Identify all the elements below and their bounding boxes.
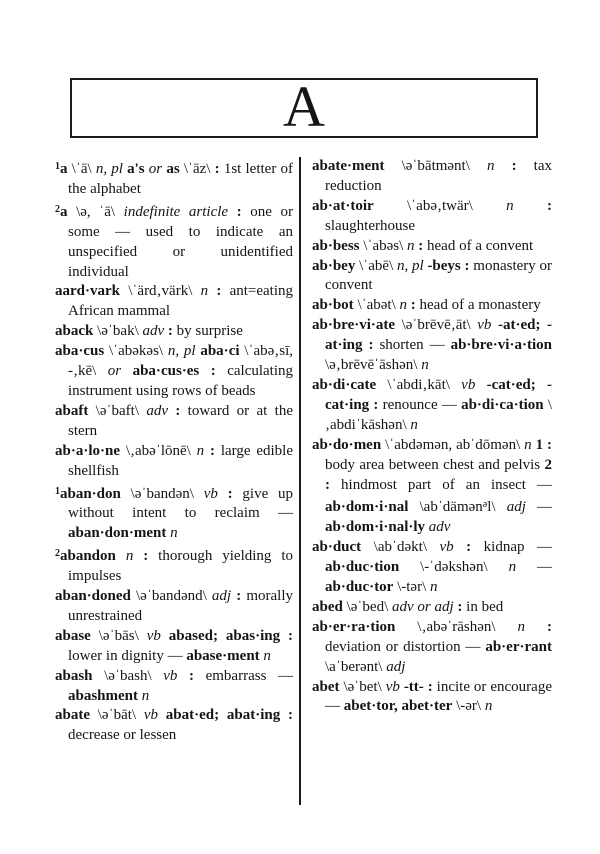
text-run: \əˈbandən\ xyxy=(120,485,204,502)
bold-run: : xyxy=(227,485,233,502)
text-run xyxy=(228,204,237,220)
bold-run: : xyxy=(547,618,553,635)
text-run: \-tər\ xyxy=(393,579,430,596)
text-run: large edible shellfish xyxy=(68,442,293,479)
bold-run: ab·di·ca·tion xyxy=(461,396,544,413)
text-run: tax reduction xyxy=(325,158,553,194)
bold-run: abet xyxy=(312,678,340,695)
text-run: give up without intent to reclaim — xyxy=(68,485,294,522)
entry-abattoir xyxy=(312,197,552,237)
text-run: hindmost part of an insect — xyxy=(330,476,552,493)
text-run: lower in dignity — xyxy=(68,647,187,664)
bold-run: ab·bre·vi·ate xyxy=(312,317,396,334)
text-run: \-ər\ xyxy=(452,698,485,715)
bold-run: ab·duc·tor xyxy=(325,579,394,596)
italic-label: n xyxy=(200,283,209,300)
text-run: \ə, ˈā\ xyxy=(67,203,124,220)
text-run: — xyxy=(525,499,552,516)
entry-aberration xyxy=(312,618,552,678)
text-run: morally unrestrained xyxy=(68,588,293,624)
text-run: \ə‚brēvēˈāshən\ xyxy=(325,357,422,374)
bold-run: : xyxy=(214,161,220,177)
italic-label: n, pl xyxy=(397,257,424,274)
text-run: \əˈbed\ xyxy=(342,598,392,615)
italic-label: adv xyxy=(428,519,451,536)
bold-run: : xyxy=(175,402,181,419)
text-run: \ˈabəkəs\ xyxy=(104,343,168,360)
bold-run: : xyxy=(167,323,173,340)
bold-run: aba·ci xyxy=(200,343,240,360)
bold-run: abandon xyxy=(60,548,116,565)
text-run: \əˈbaft\ xyxy=(88,402,147,419)
bold-run: : xyxy=(236,588,242,605)
text-run: \ˈabə‚twär\ xyxy=(373,197,507,214)
entry-abdicate xyxy=(312,376,552,436)
text-run: renounce — xyxy=(378,396,462,413)
entry-aback xyxy=(55,322,293,342)
italic-label: vb xyxy=(477,317,492,334)
text-run xyxy=(218,486,228,502)
text-run xyxy=(280,707,288,723)
text-run: head of a convent xyxy=(423,237,534,254)
italic-label: n xyxy=(517,618,526,635)
italic-label: vb xyxy=(163,667,178,684)
text-run: \ˈabə‚sī, -‚kē\ xyxy=(68,343,294,380)
bold-run: : xyxy=(466,539,472,556)
bold-run: : xyxy=(418,237,424,254)
superscript-number: 2 xyxy=(55,203,60,215)
text-run: \əˈbātmənt\ xyxy=(384,158,487,174)
text-run xyxy=(454,539,467,555)
bold-run: abash xyxy=(55,667,93,684)
italic-label: vb xyxy=(385,678,400,695)
italic-label: n xyxy=(141,687,150,704)
entry-abalone xyxy=(55,442,293,482)
bold-run: : xyxy=(511,158,517,174)
bold-run: abaft xyxy=(55,402,89,419)
entry-abash xyxy=(55,667,293,707)
bold-run: ab·a·lo·ne xyxy=(55,442,121,459)
text-run xyxy=(199,363,210,379)
text-run: \‚abəˈlōnē\ xyxy=(120,442,197,459)
text-run: in bed xyxy=(462,598,504,615)
entry-a-2 xyxy=(55,200,293,283)
text-run: \ˈabəs\ xyxy=(359,237,408,254)
italic-label: n, pl xyxy=(95,161,123,177)
italic-label: n xyxy=(170,525,178,542)
italic-label: vb xyxy=(461,376,476,393)
entry-abbot xyxy=(312,296,552,316)
text-run: \abˈdəkt\ xyxy=(361,539,440,556)
section-letter: A xyxy=(283,74,325,139)
text-run xyxy=(280,628,288,644)
bold-run: : xyxy=(547,436,552,453)
bold-run: ab·er·ra·tion xyxy=(312,618,396,635)
text-run: body area between chest and pelvis xyxy=(325,456,545,473)
bold-run: a xyxy=(60,203,68,220)
text-run: \ˈāz\ xyxy=(179,161,215,177)
bold-run: 2 xyxy=(544,456,552,473)
bold-run: -tt- xyxy=(403,678,424,695)
text-run: shorten — xyxy=(373,337,451,354)
entry-a-1 xyxy=(55,157,293,200)
text-run: \ˈabdi‚kāt\ xyxy=(376,376,462,393)
bold-run: -at·ed; -at·ing xyxy=(325,317,553,354)
text-run: \aˈberənt\ xyxy=(325,658,387,675)
bold-run: : xyxy=(427,678,433,695)
entry-abate xyxy=(55,706,293,746)
entry-abandon-2 xyxy=(55,544,293,587)
text-run: by surprise xyxy=(172,323,243,340)
bold-run: abase·ment xyxy=(186,647,260,664)
italic-label: n xyxy=(430,579,438,596)
text-run: \əˈbās\ xyxy=(90,627,147,644)
text-run: \əˈbash\ xyxy=(92,667,164,684)
text-run xyxy=(495,158,512,174)
bold-run: ab·bey xyxy=(312,257,356,274)
text-run: \ˈabē\ xyxy=(355,257,398,274)
text-run: decrease or lessen xyxy=(68,727,177,744)
text-run: \əˈbrēvē‚āt\ xyxy=(395,317,478,334)
bold-run: ab·bess xyxy=(312,237,360,254)
text-run xyxy=(121,363,132,379)
italic-label: n xyxy=(410,416,418,433)
entry-abandon-1 xyxy=(55,482,293,545)
superscript-number: 1 xyxy=(55,161,60,172)
entry-abbreviate xyxy=(312,316,552,376)
bold-run: aback xyxy=(55,323,94,340)
italic-label: indefinite article xyxy=(123,203,229,220)
italic-label: n xyxy=(506,197,514,214)
entry-abandoned xyxy=(55,587,293,627)
text-run: \əˈbak\ xyxy=(93,323,143,340)
text-run: one or some — used to indicate an unspecified or unidentified individual xyxy=(68,203,294,280)
text-run: 1st letter of the alphabet xyxy=(68,161,293,197)
bold-run: : xyxy=(143,548,149,565)
text-run: \əˈbāt\ xyxy=(90,707,144,724)
bold-run: as xyxy=(166,161,180,177)
text-run: \ˈā\ xyxy=(67,161,96,177)
italic-label: n xyxy=(407,237,415,254)
italic-label: n xyxy=(399,297,408,314)
text-run: embarrass — xyxy=(194,667,294,684)
text-run: kidnap — xyxy=(471,539,552,556)
text-run xyxy=(177,668,189,684)
bold-run: ab·at·toir xyxy=(312,197,374,214)
text-run xyxy=(525,619,547,635)
text-run: thorough yielding to impulses xyxy=(68,548,294,585)
text-run: \‚abəˈrāshən\ xyxy=(395,618,518,635)
superscript-run: ə xyxy=(482,499,488,511)
bold-run: : xyxy=(189,667,194,684)
entry-abacus xyxy=(55,342,293,402)
bold-run: : xyxy=(236,203,242,220)
bold-run: : xyxy=(410,297,416,314)
entry-abbess xyxy=(312,237,552,257)
bold-run: abed xyxy=(312,598,343,615)
italic-label: adj xyxy=(211,588,232,605)
bold-run: abashment xyxy=(68,687,139,704)
italic-label: n xyxy=(524,436,532,453)
italic-label: adj xyxy=(386,658,406,675)
bold-run: abase xyxy=(55,627,91,644)
bold-run: ab·dom·i·nal·ly xyxy=(325,519,426,536)
superscript-number: 1 xyxy=(55,485,60,497)
bold-run: abate xyxy=(55,707,90,724)
entry-abaft xyxy=(55,402,293,442)
text-run xyxy=(116,548,126,564)
text-run: ant=eating African mammal xyxy=(68,283,294,320)
text-run: head of a monastery xyxy=(415,297,541,314)
italic-label: vb xyxy=(439,539,454,556)
italic-label: n xyxy=(484,698,493,715)
bold-run: : xyxy=(547,197,552,214)
text-run: monastery or convent xyxy=(325,257,553,294)
bold-run: aban·don·ment xyxy=(68,525,167,542)
italic-label: n xyxy=(421,357,429,374)
entry-abase xyxy=(55,627,293,667)
bold-run: ab·duct xyxy=(312,539,362,556)
text-run: deviation or distortion — xyxy=(325,638,486,655)
italic-label: n xyxy=(508,559,517,576)
text-run: \‚abdiˈkāshən\ xyxy=(325,396,553,433)
bold-run: : xyxy=(368,337,374,354)
text-run xyxy=(158,707,166,723)
italic-label: vb xyxy=(146,627,161,644)
italic-label: n xyxy=(487,158,495,174)
superscript-number: 2 xyxy=(55,548,60,560)
text-run: \ˈabət\ xyxy=(353,297,400,314)
text-run: slaughterhouse xyxy=(325,217,415,234)
text-run xyxy=(161,628,169,644)
italic-label: adj xyxy=(506,499,526,516)
bold-run: aba·cus xyxy=(55,343,105,360)
entry-abduct xyxy=(312,538,552,598)
bold-run: a's xyxy=(127,161,145,177)
bold-run: : xyxy=(373,396,379,413)
bold-run: aard·vark xyxy=(55,283,121,300)
bold-run: : xyxy=(325,476,330,493)
bold-run: 1 xyxy=(535,436,544,453)
entry-abbey xyxy=(312,257,552,297)
bold-run: a xyxy=(60,161,68,177)
bold-run: ab·duc·tion xyxy=(325,559,400,576)
bold-run: : xyxy=(288,707,293,724)
bold-run: -cat·ed; -cat·ing xyxy=(325,376,553,413)
left-column xyxy=(55,157,293,746)
bold-run: ab·er·rant xyxy=(485,638,552,655)
section-letter-box xyxy=(70,74,538,139)
text-run: \-ˈdəkshən\ xyxy=(399,559,509,576)
bold-run: ab·bot xyxy=(312,297,354,314)
text-run xyxy=(514,198,547,214)
text-run: \ˈärd‚värk\ xyxy=(120,283,201,300)
bold-run: abat·ed; abat·ing xyxy=(165,707,281,724)
bold-run: abet·tor, abet·ter xyxy=(343,698,453,715)
italic-label: vb xyxy=(143,707,159,724)
text-run: calculating instrument using rows of beads xyxy=(68,363,294,399)
entry-abet xyxy=(312,678,552,718)
bold-run: aban·don xyxy=(60,485,121,502)
italic-label: n, pl xyxy=(167,343,196,360)
text-run: — xyxy=(516,559,552,576)
bold-run: -beys xyxy=(427,257,461,274)
bold-run: ab·di·cate xyxy=(312,376,377,393)
right-column xyxy=(312,157,552,717)
text-run xyxy=(133,548,143,564)
italic-label: n xyxy=(263,647,271,664)
entry-abatement xyxy=(312,157,552,197)
text-run: \ˈabdəmən, abˈdōmən\ xyxy=(381,436,525,453)
italic-label: n xyxy=(125,548,134,565)
bold-run: abased; abas·ing xyxy=(168,627,281,644)
bold-run: : xyxy=(288,627,294,644)
text-run: \əˈbet\ xyxy=(339,678,386,695)
bold-run: : xyxy=(209,442,215,459)
text-run xyxy=(475,377,486,393)
entry-aardvark xyxy=(55,282,293,322)
italic-label: or xyxy=(107,363,122,380)
bold-run: aba·cus·es xyxy=(132,363,200,380)
bold-run: aban·doned xyxy=(55,588,131,605)
text-run: \abˈdämən xyxy=(408,499,483,516)
italic-label: adv xyxy=(142,323,165,340)
entry-abdomen xyxy=(312,436,552,539)
italic-label: adv or adj xyxy=(392,598,454,615)
bold-run: ab·do·men xyxy=(312,436,382,453)
bold-run: ab·bre·vi·a·tion xyxy=(450,337,552,354)
column-divider xyxy=(299,157,301,805)
bold-run: : xyxy=(457,598,463,615)
bold-run: : xyxy=(216,283,222,300)
bold-run: : xyxy=(464,257,470,274)
bold-run: : xyxy=(210,363,216,380)
text-run: incite or encourage — xyxy=(325,678,552,715)
text-run: \əˈbandənd\ xyxy=(130,588,212,605)
italic-label: adv xyxy=(146,402,168,419)
text-run: l\ xyxy=(487,499,507,516)
text-run: toward or at the stern xyxy=(68,402,293,439)
italic-label: n xyxy=(196,442,205,459)
bold-run: abate·ment xyxy=(312,158,385,174)
entry-abed xyxy=(312,598,552,618)
bold-run: ab·dom·i·nal xyxy=(325,499,409,516)
italic-label: vb xyxy=(203,485,218,502)
italic-label: or xyxy=(148,161,163,177)
